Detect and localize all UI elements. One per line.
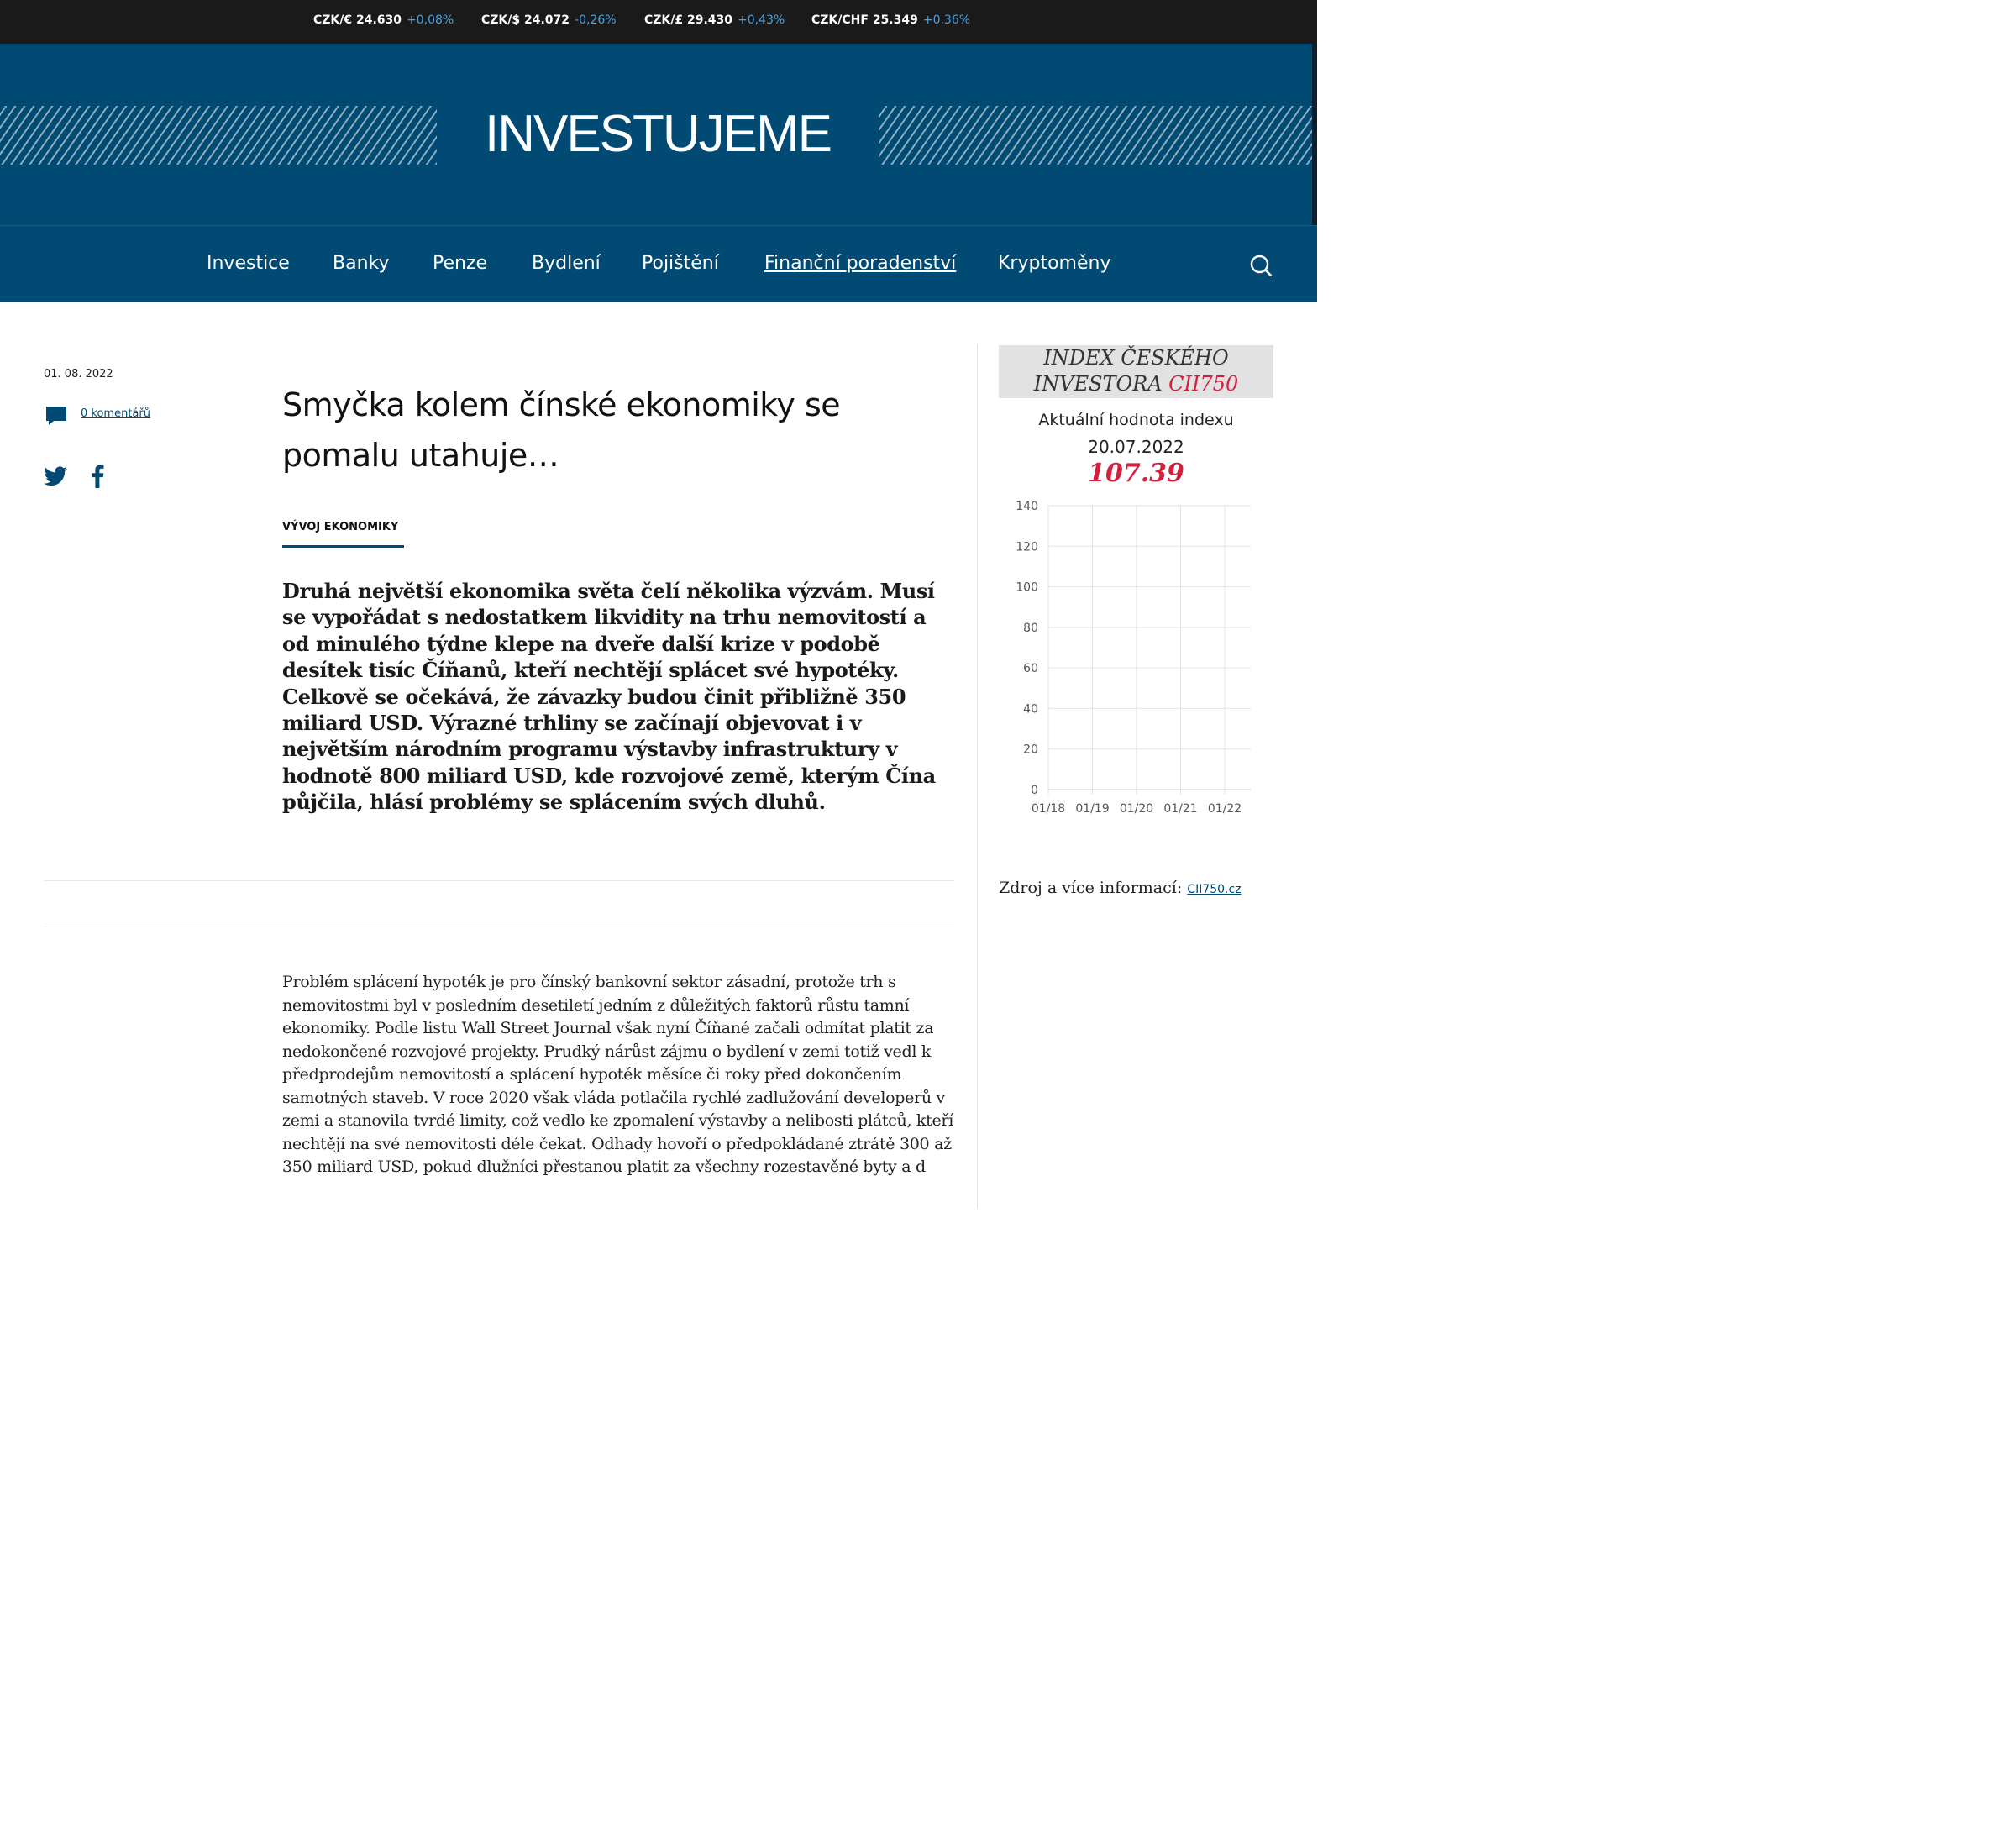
chart-x-tick-label: 01/18 [1031,802,1066,816]
ticker-item-chf [811,13,970,27]
nav-item-pojisteni[interactable]: Pojištění [642,253,719,274]
ticker-item-gbp [644,13,785,27]
site-header [0,44,1317,225]
nav-item-kryptomeny[interactable]: Kryptoměny [998,253,1111,274]
index-source [999,879,1242,897]
article-lead: Druhá největší ekonomika světa čelí několika výzvám. Musí se vypořádat s nedostatkem likvidity na trhu nemovitostí a od minulého týdne klepe na dveře další krize v podobě desítek tisíc Číňanů, kteří nechtějí splácet své hypotéky. Celkově se očekává, že závazky budou činit přibližně 350 miliard USD. Výrazné trhliny se začínají objevovat i v největším národním programu výstavby infrastruktury v hodnotě 800 miliard USD, kde rozvojové země, kterým Čína půjčila, hlásí problémy se splácením svých dluhů. [282,579,936,815]
index-title-line1: INDEX ČESKÉHO [1043,346,1229,370]
nav-item-penze[interactable]: Penze [433,253,488,274]
chart-y-tick-label: 120 [1016,540,1038,554]
nav-item-financni-poradenstvi[interactable]: Finanční poradenství [764,253,957,274]
chart-y-tick-label: 80 [1023,621,1038,635]
comment-icon[interactable] [45,406,67,426]
ticker-change: -0,26% [575,13,617,27]
article-body: Problém splácení hypoték je pro čínský bankovní sektor zásadní, protože trh s nemovitostmi byl v posledním desetiletí jedním z důležitých faktorů růstu tamní ekonomiky. Podle listu Wall Street Journal však nyní Číňané začali odmítat platit za nedokončené rozvojové projekty. Prudký nárůst zájmu o bydlení v zemi totiž vedl k předprodejům nemovitostí a splácení hypoték měsíce či roky před dokončením samotných staveb. V roce 2020 však vláda potlačila rychlé zadlužování developerů v zemi a stanovila tvrdé limity, což vedlo ke zpomalení výstavby a nelibosti plátců, kteří nechtějí na své nemovitosti déle čekat. Odhady hovoří o předpokládané ztrátě 300 až 350 miliard USD, pokud dlužníci přestanou platit za všechny rozestavěné byty a d [282,973,953,1176]
article-category[interactable]: VÝVOJ EKONOMIKY [282,521,404,548]
nav-item-banky[interactable]: Banky [333,253,390,274]
chart-y-tick-label: 40 [1023,702,1038,717]
site-logo[interactable]: INVESTUJEME [484,105,832,163]
search-icon[interactable] [1250,255,1272,276]
chart-x-tick-label: 01/21 [1163,802,1198,816]
facebook-icon[interactable] [89,465,106,488]
ticker-change: +0,36% [922,13,971,27]
chart-x-tick-label: 01/20 [1119,802,1154,816]
divider [44,880,954,881]
ticker-change: +0,43% [738,13,785,27]
index-current-value: 107.39 [1088,459,1184,488]
decorative-stripes [879,106,1317,165]
chart-y-tick-label: 100 [1016,580,1038,595]
index-current-label: Aktuální hodnota indexu [1038,411,1234,429]
ticker-pair: CZK/£ 29.430 [644,13,733,27]
index-code: CII750 [1168,372,1239,396]
ticker-pair: CZK/CHF 25.349 [811,13,918,27]
ticker-item-usd [481,13,617,27]
index-widget-title[interactable] [999,345,1273,398]
ticker-pair: CZK/€ 24.630 [313,13,402,27]
nav-item-investice[interactable]: Investice [207,253,290,274]
index-title-text: INVESTORA [1033,372,1163,396]
chart-x-tick-label: 01/22 [1207,802,1242,816]
ticker-pair: CZK/$ 24.072 [481,13,570,27]
source-link[interactable]: CII750.cz [1187,883,1242,896]
currency-ticker [0,0,1317,44]
twitter-icon[interactable] [44,465,67,487]
chart-x-tick-label: 01/19 [1075,802,1110,816]
chart-y-tick-label: 20 [1023,743,1038,757]
chart-y-tick-label: 60 [1023,662,1038,676]
main-nav [0,225,1317,302]
comments-link[interactable]: 0 komentářů [81,407,150,420]
nav-item-bydleni[interactable]: Bydlení [532,253,601,274]
chart-y-tick-label: 140 [1016,500,1038,513]
chart-y-tick-label: 0 [1031,784,1038,797]
ticker-change: +0,08% [407,13,454,27]
index-current-date: 20.07.2022 [1088,437,1184,457]
article-title: Smyčka kolem čínské ekonomiky se pomalu utahuje… [282,386,841,474]
index-chart [999,496,1268,823]
source-label: Zdroj a více informací: [999,879,1183,897]
sidebar-divider [977,344,978,1208]
decorative-stripes [0,106,437,165]
index-title-line2 [999,371,1273,397]
article-date: 01. 08. 2022 [44,368,113,381]
ticker-item-eur [313,13,454,27]
